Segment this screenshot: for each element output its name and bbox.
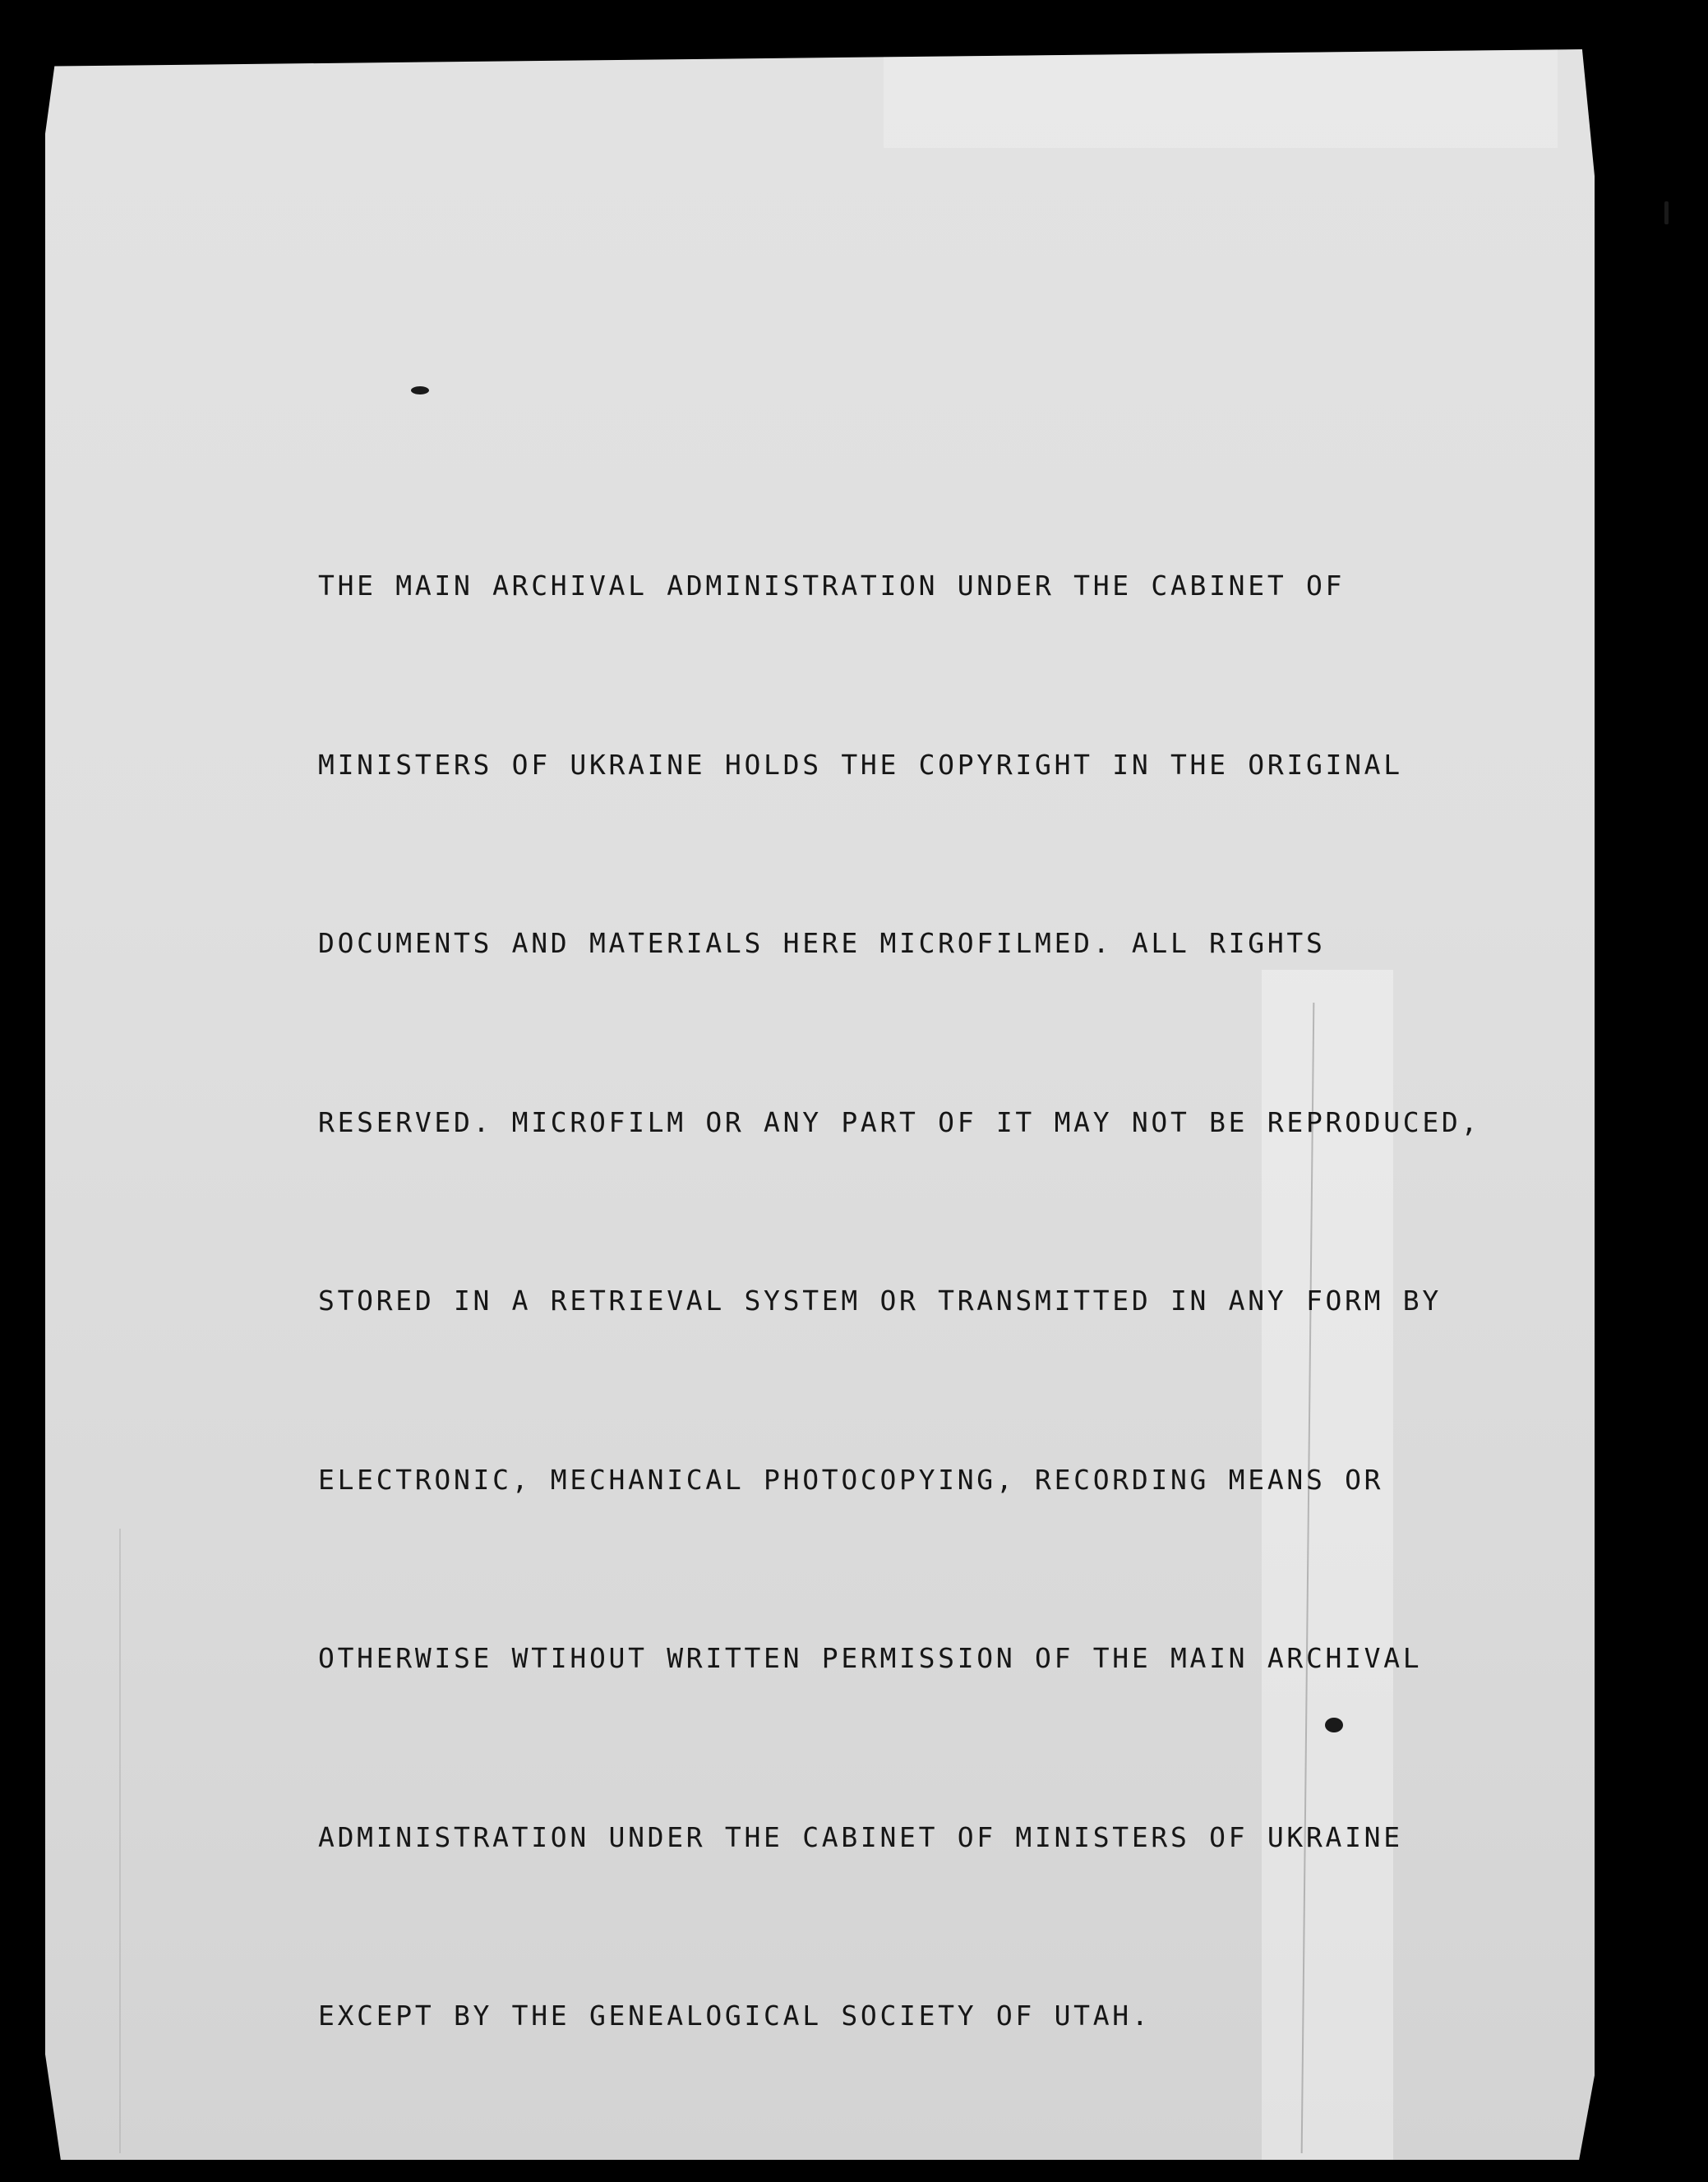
notice-line: RESERVED. MICROFILM OR ANY PART OF IT MAY NOT BE REPRODUCED, — [318, 1105, 1481, 1138]
notice-line: MINISTERS OF UKRAINE HOLDS THE COPYRIGHT IN THE ORIGINAL — [318, 748, 1403, 781]
notice-line: THE MAIN ARCHIVAL ADMINISTRATION UNDER THE CABINET OF — [318, 570, 1346, 602]
notice-line: STORED IN A RETRIEVAL SYSTEM OR TRANSMITTED IN ANY FORM BY — [318, 1285, 1442, 1317]
paper-crease — [119, 1529, 121, 2153]
copyright-notice — [318, 437, 1518, 2106]
notice-line: ADMINISTRATION UNDER THE CABINET OF MINISTERS OF UKRAINE — [318, 1820, 1403, 1853]
paper-highlight — [884, 49, 1558, 148]
ink-speck — [1664, 201, 1669, 224]
notice-line: EXCEPT BY THE GENEALOGICAL SOCIETY OF UTAH. — [318, 2000, 1152, 2032]
notice-line: DOCUMENTS AND MATERIALS HERE MICROFILMED. ALL RIGHTS — [318, 927, 1326, 959]
notice-line: ELECTRONIC, MECHANICAL PHOTOCOPYING, RECORDING MEANS OR — [318, 1463, 1384, 1496]
ink-speck — [411, 386, 429, 394]
notice-line: OTHERWISE WTIHOUT WRITTEN PERMISSION OF THE MAIN ARCHIVAL — [318, 1642, 1423, 1674]
